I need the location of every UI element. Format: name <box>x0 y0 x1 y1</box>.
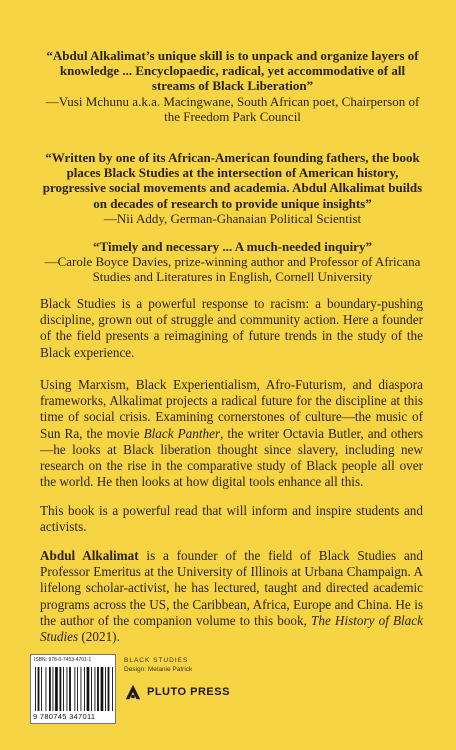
publisher-name: PLUTO PRESS <box>147 686 230 698</box>
quote-attribution: —Nii Addy, German-Ghanaian Political Scientist <box>103 210 362 226</box>
barcode-icon <box>35 667 113 711</box>
quote-2 <box>40 150 425 226</box>
author-bio: Abdul Alkalimat is a founder of the field of Black Studies and Professor Emeritus at the University of Illinois at Urbana Champaign. A lifelong scholar-activist, he has lectured, taught and directed academic programs across the US, the Caribbean, Africa, Europe and China. He is the author of the companion volume to this book, The History of Black Studies (2021). <box>40 548 423 645</box>
description-paragraph-2: Using Marxism, Black Experientialism, Afro-Futurism, and diaspora frameworks, Alkalimat projects a radical future for the discipline at this time of social crisis. Examining cornerstones of culture—the music of Sun Ra, the movie Black Panther, the writer Octavia Butler, and others—he looks at Black liberation thought since slavery, including new research on the rise in the comparative study of Black people all over the world. He then looks at how digital tools enhance all this. <box>40 377 423 490</box>
quote-3 <box>40 239 425 285</box>
quote-1 <box>40 48 425 124</box>
publisher <box>124 682 324 702</box>
pluto-press-logo-icon <box>124 683 142 701</box>
quote-attribution: —Carole Boyce Davies, prize-winning author and Professor of Africana Studies and Literatures in English, Cornell University <box>44 254 421 285</box>
isbn-digits: 9 780745 347011 <box>33 712 96 721</box>
isbn-label: ISBN: 978-0-7453-4701-1 <box>34 657 92 663</box>
quote-text: “Written by one of its African-American founding fathers, the book places Black Studies at the intersection of American history, progressive social movements and academia. Abdul Alkalimat builds on decades of research to provide unique insights” <box>42 150 423 211</box>
companion-book-title: The History of Black Studies <box>40 612 423 645</box>
quote-attribution: —Vusi Mchunu a.k.a. Macingwane, South African poet, Chairperson of the Freedom Park Council <box>45 93 420 124</box>
description-paragraph-3: This book is a powerful read that will inform and inspire students and activists. <box>40 503 423 535</box>
author-name: Abdul Alkalimat <box>40 548 139 563</box>
isbn-barcode <box>30 654 116 724</box>
quote-text: “Timely and necessary ... A much-needed inquiry” <box>93 239 372 254</box>
quote-text: “Abdul Alkalimat’s unique skill is to unpack and organize layers of knowledge ... Encyclopaedic, radical, yet accommodative of all streams of Black Liberation” <box>46 48 419 94</box>
subject-category: BLACK STUDIES <box>124 657 189 664</box>
description-paragraph-1: Black Studies is a powerful response to racism: a boundary-pushing discipline, grown out of struggle and community action. Here a founder of the field presents a reimagining of future trends in the study of the Black experience. <box>40 296 423 360</box>
film-title: Black Panther <box>143 425 221 441</box>
design-credit: Design: Melanie Patrick <box>124 666 193 673</box>
